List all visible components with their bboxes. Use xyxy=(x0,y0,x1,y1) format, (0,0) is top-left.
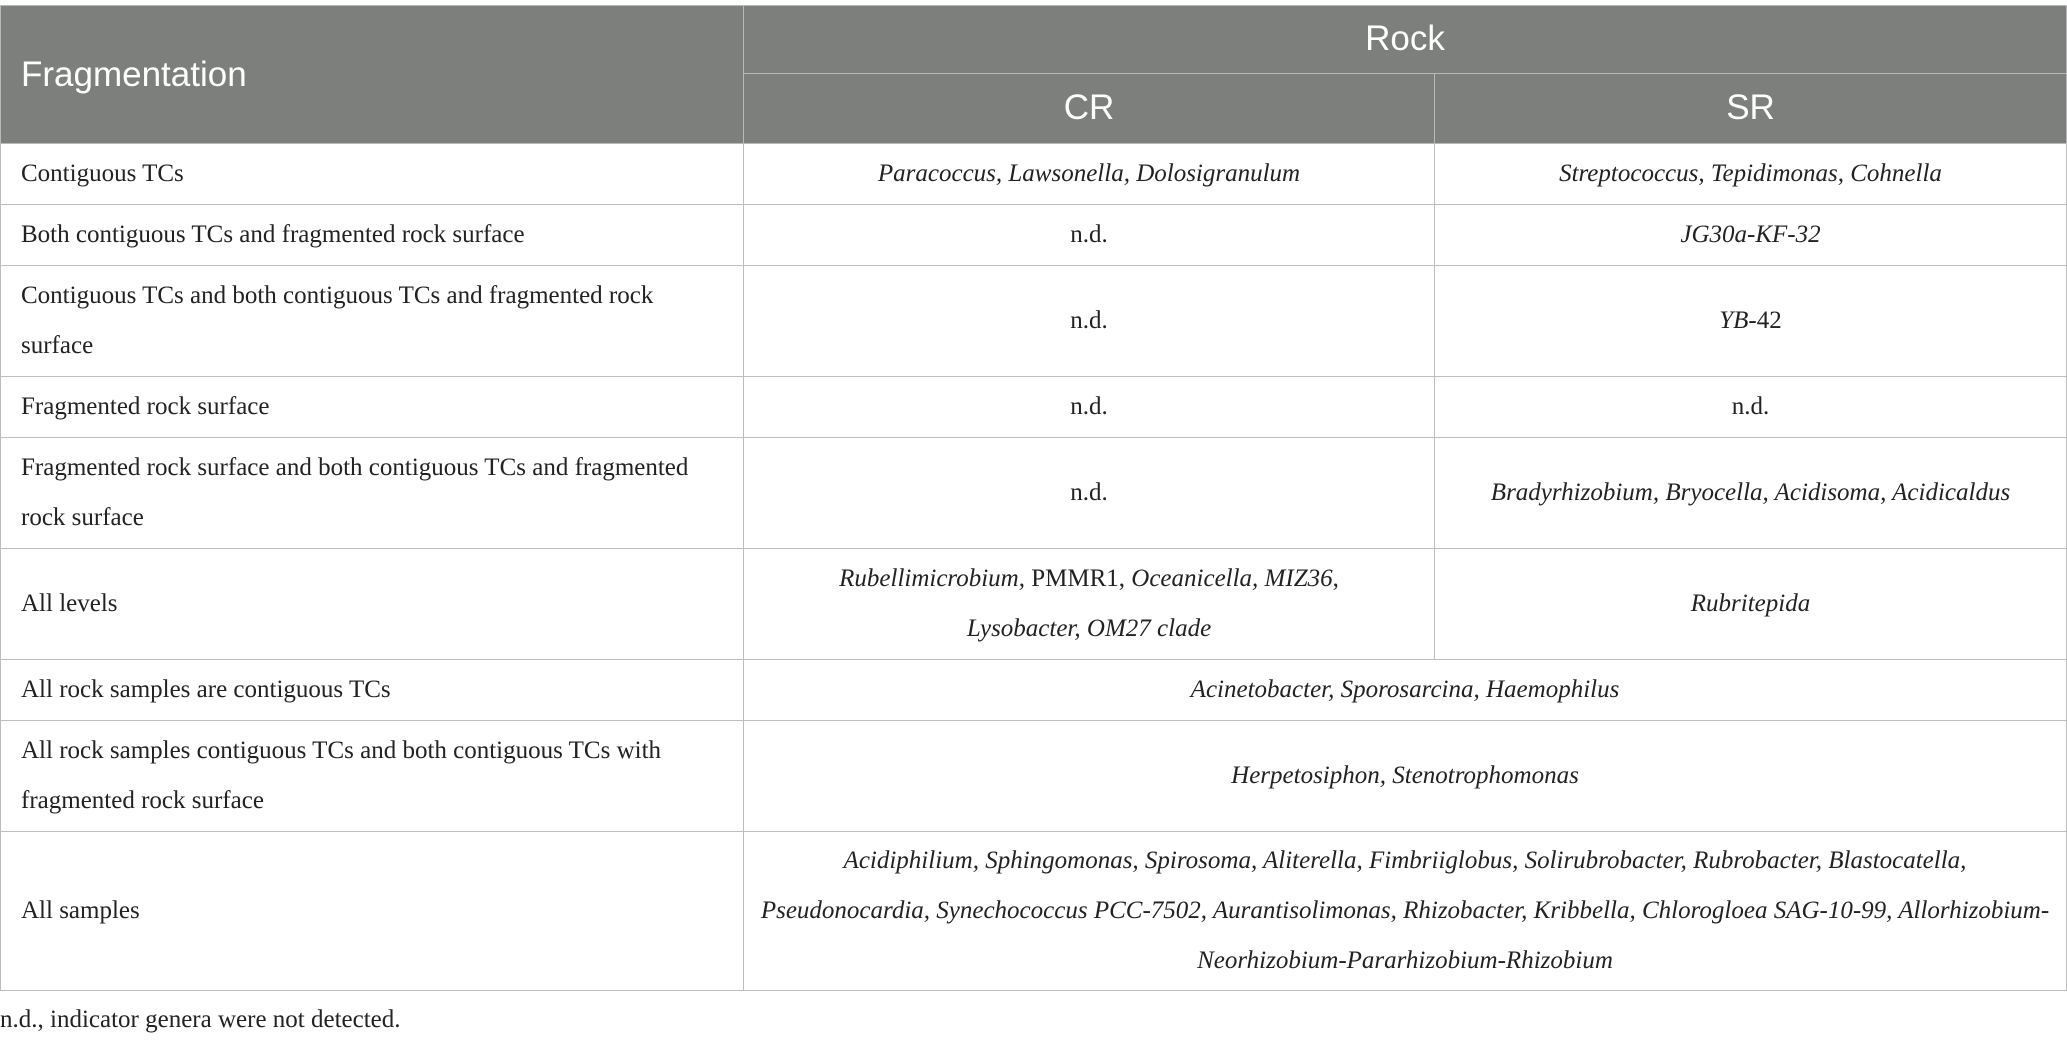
table-row xyxy=(1,832,2067,991)
sr-cell: JG30a-KF-32 xyxy=(1435,205,2067,266)
header-rock: Rock xyxy=(744,6,2067,74)
cr-genus-line2: Lysobacter, OM27 clade xyxy=(966,615,1212,642)
header-fragmentation: Fragmentation xyxy=(1,6,744,144)
cr-cell: Paracoccus, Lawsonella, Dolosigranulum xyxy=(744,144,1435,205)
cr-cell xyxy=(744,549,1435,660)
cr-genus-part: , xyxy=(1118,565,1132,592)
row-label: Fragmented rock surface and both contiguous TCs and fragmented rock surface xyxy=(1,438,744,549)
cr-cell: n.d. xyxy=(744,438,1435,549)
cr-genus-part: PMMR1 xyxy=(1031,565,1119,592)
cr-genus-part: , xyxy=(1332,565,1339,592)
sr-cell: Bradyrhizobium, Bryocella, Acidisoma, Acidicaldus xyxy=(1435,438,2067,549)
table-row xyxy=(1,438,2067,549)
cr-cell: n.d. xyxy=(744,266,1435,377)
sr-cell: Rubritepida xyxy=(1435,549,2067,660)
merged-cell: Acidiphilium, Sphingomonas, Spirosoma, Aliterella, Fimbriiglobus, Solirubrobacter, Rubrobacter, Blastocatella, Pseudonocardia, Synechococcus PCC-7502, Aurantisolimonas, Rhizobacter, Kribbella, Chlorogloea SAG-10-99, Allorhizobium-Neorhizobium-Pararhizobium-Rhizobium xyxy=(744,832,2067,991)
sr-genus-suffix: -42 xyxy=(1748,307,1782,334)
row-label: All levels xyxy=(1,549,744,660)
sr-cell xyxy=(1435,266,2067,377)
row-label: All samples xyxy=(1,832,744,991)
sr-cell: n.d. xyxy=(1435,377,2067,438)
table-row xyxy=(1,205,2067,266)
table-row xyxy=(1,266,2067,377)
cr-cell: n.d. xyxy=(744,377,1435,438)
table-row xyxy=(1,549,2067,660)
table-footnote: n.d., indicator genera were not detected. xyxy=(0,1006,401,1033)
cr-genus-part: Oceanicella, MIZ36 xyxy=(1131,565,1333,592)
sr-genus-italic: YB xyxy=(1719,307,1749,334)
cr-cell: n.d. xyxy=(744,205,1435,266)
row-label: Contiguous TCs and both contiguous TCs and fragmented rock surface xyxy=(1,266,744,377)
table-row xyxy=(1,660,2067,721)
merged-cell: Herpetosiphon, Stenotrophomonas xyxy=(744,721,2067,832)
indicator-genera-table-container xyxy=(0,5,2067,991)
table-row xyxy=(1,144,2067,205)
row-label: Contiguous TCs xyxy=(1,144,744,205)
cr-genus-part: Rubellimicrobium, xyxy=(839,565,1032,592)
merged-cell: Acinetobacter, Sporosarcina, Haemophilus xyxy=(744,660,2067,721)
table-row xyxy=(1,377,2067,438)
indicator-genera-table xyxy=(0,5,2067,991)
row-label: All rock samples contiguous TCs and both contiguous TCs with fragmented rock surface xyxy=(1,721,744,832)
header-cr: CR xyxy=(744,73,1435,143)
header-sr: SR xyxy=(1435,73,2067,143)
sr-cell: Streptococcus, Tepidimonas, Cohnella xyxy=(1435,144,2067,205)
row-label: Fragmented rock surface xyxy=(1,377,744,438)
table-row xyxy=(1,721,2067,832)
row-label: All rock samples are contiguous TCs xyxy=(1,660,744,721)
row-label: Both contiguous TCs and fragmented rock surface xyxy=(1,205,744,266)
